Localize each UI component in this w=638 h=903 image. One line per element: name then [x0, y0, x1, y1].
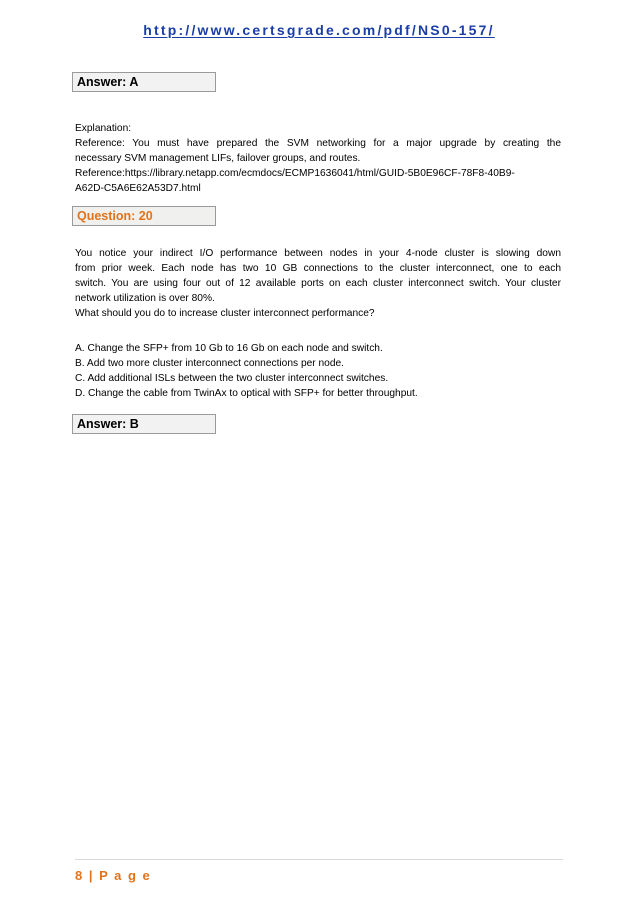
explanation-line: Reference: You must have prepared the SVM networking for a major upgrade by creating the: [75, 138, 561, 149]
option-b: B. Add two more cluster interconnect connections per node.: [75, 358, 344, 369]
question-block: [75, 246, 561, 321]
option-d: D. Change the cable from TwinAx to optical with SFP+ for better throughput.: [75, 388, 418, 399]
footer-divider: [75, 859, 563, 860]
question-line: from prior week. Each node has two 10 GB connections to the cluster interconnect, one to each: [75, 263, 561, 274]
question-line: switch. You are using four out of 12 available ports on each cluster interconnect switch. Your cluster: [75, 278, 561, 289]
option-c: C. Add additional ISLs between the two cluster interconnect switches.: [75, 373, 389, 384]
explanation-line: necessary SVM management LIFs, failover groups, and routes.: [75, 153, 361, 164]
reference-link-continued[interactable]: A62D-C5A6E62A53D7.html: [75, 183, 201, 194]
page-number: 8 | P a g e: [75, 868, 152, 883]
question-line: network utilization is over 80%.: [75, 293, 215, 304]
answer-box: Answer: A: [72, 72, 216, 92]
header-url-link[interactable]: http://www.certsgrade.com/pdf/NS0-157/: [143, 22, 495, 38]
question-prompt: What should you do to increase cluster interconnect performance?: [75, 308, 375, 319]
question-box: Question: 20: [72, 206, 216, 226]
option-a: A. Change the SFP+ from 10 Gb to 16 Gb on each node and switch.: [75, 343, 383, 354]
reference-link[interactable]: Reference:https://library.netapp.com/ecmdocs/ECMP1636041/html/GUID-5B0E96CF-78F8-40B9-: [75, 168, 515, 179]
options-list: [75, 341, 561, 401]
answer-box: Answer: B: [72, 414, 216, 434]
explanation-title: Explanation:: [75, 123, 132, 134]
question-line: You notice your indirect I/O performance between nodes in your 4-node cluster is slowing down: [75, 248, 561, 259]
explanation-block: [75, 121, 561, 196]
